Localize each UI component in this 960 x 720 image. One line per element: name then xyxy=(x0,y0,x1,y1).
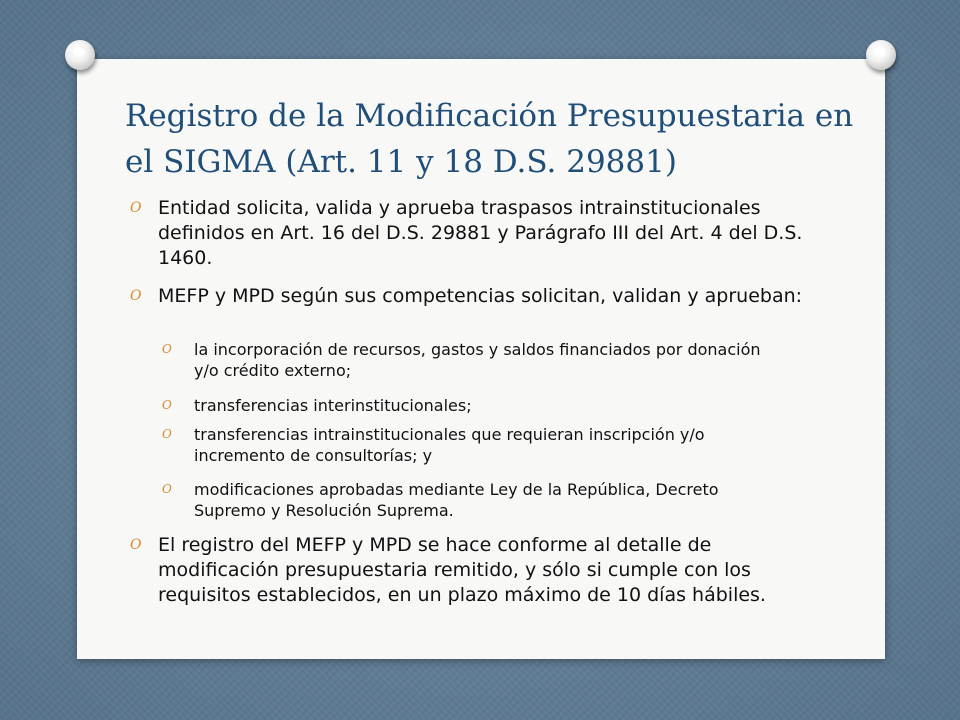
bullet-icon: O xyxy=(162,427,172,441)
bullet-text: MEFP y MPD según sus competencias solicitan, validan y aprueban: xyxy=(158,285,803,307)
bullet-item xyxy=(130,533,810,608)
sub-bullet-item xyxy=(162,339,762,381)
bullet-icon: O xyxy=(162,398,172,412)
bullet-icon: O xyxy=(162,482,172,496)
bullet-text: transferencias intrainstitucionales que requieran inscripción y/o incremento de consultorías; y xyxy=(194,425,705,465)
bullet-icon: O xyxy=(162,342,172,356)
sub-bullet-item xyxy=(162,395,762,416)
sub-bullet-item xyxy=(162,479,762,521)
bullet-text: modificaciones aprobadas mediante Ley de la República, Decreto Supremo y Resolución Suprema. xyxy=(194,480,719,520)
bullet-item xyxy=(130,284,810,309)
bullet-icon: O xyxy=(130,288,142,304)
bullet-text: transferencias interinstitucionales; xyxy=(194,396,472,415)
bullet-icon: O xyxy=(130,537,142,553)
slide-title: Registro de la Modificación Presupuestaria en el SIGMA (Art. 11 y 18 D.S. 29881) xyxy=(125,98,854,180)
bullet-icon: O xyxy=(130,200,142,216)
sub-bullet-item xyxy=(162,424,762,466)
bullet-text: la incorporación de recursos, gastos y saldos financiados por donación y/o crédito externo; xyxy=(194,340,761,380)
bullet-text: Entidad solicita, valida y aprueba traspasos intrainstitucionales definidos en Art. 16 del D.S. 29881 y Parágrafo III del Art. 4 del D.S. 1460. xyxy=(158,197,803,269)
bullet-text: El registro del MEFP y MPD se hace conforme al detalle de modificación presupuestaria remitido, y sólo si cumple con los requisitos establecidos, en un plazo máximo de 10 días hábiles. xyxy=(158,534,766,606)
bullet-item xyxy=(130,196,810,271)
